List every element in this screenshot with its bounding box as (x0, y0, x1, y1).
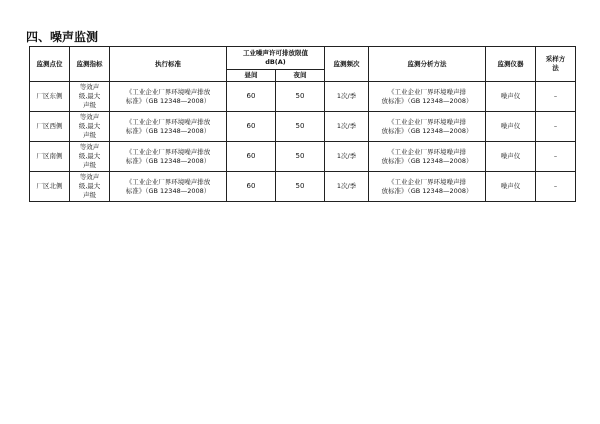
cell-point: 厂区东侧 (30, 82, 70, 112)
cell-indicator: 等效声 级,最大 声级 (70, 112, 110, 142)
cell-frequency: 1次/季 (325, 112, 369, 142)
header-sampling-line2: 法 (552, 64, 559, 72)
cell-frequency: 1次/季 (325, 172, 369, 202)
header-limit (227, 47, 325, 70)
cell-day-limit: 60 (227, 82, 276, 112)
cell-indicator: 等效声 级,最大 声级 (70, 172, 110, 202)
header-row (30, 47, 576, 70)
cell-method: 《工业企业厂界环境噪声排 放标准》（GB 12348—2008） (369, 82, 486, 112)
header-limit-line1: 工业噪声许可排放限值 (243, 49, 308, 57)
table-row (30, 142, 576, 172)
cell-indicator: 等效声 级,最大 声级 (70, 82, 110, 112)
header-method: 监测分析方法 (369, 47, 486, 82)
header-standard: 执行标准 (110, 47, 227, 82)
cell-instrument: 噪声仪 (486, 172, 536, 202)
cell-standard: 《工业企业厂界环境噪声排放 标准》（GB 12348—2008） (110, 172, 227, 202)
header-indicator: 监测指标 (70, 47, 110, 82)
cell-sampling: – (536, 172, 576, 202)
cell-day-limit: 60 (227, 142, 276, 172)
cell-method: 《工业企业厂界环境噪声排 放标准》（GB 12348—2008） (369, 112, 486, 142)
cell-method: 《工业企业厂界环境噪声排 放标准》（GB 12348—2008） (369, 172, 486, 202)
cell-instrument: 噪声仪 (486, 82, 536, 112)
cell-point: 厂区北侧 (30, 172, 70, 202)
header-limit-unit: dB(A) (265, 58, 286, 66)
table-row (30, 172, 576, 202)
cell-sampling: – (536, 142, 576, 172)
cell-instrument: 噪声仪 (486, 142, 536, 172)
cell-night-limit: 50 (276, 142, 325, 172)
cell-method: 《工业企业厂界环境噪声排 放标准》（GB 12348—2008） (369, 142, 486, 172)
cell-night-limit: 50 (276, 82, 325, 112)
header-point: 监测点位 (30, 47, 70, 82)
cell-night-limit: 50 (276, 172, 325, 202)
header-instrument: 监测仪器 (486, 47, 536, 82)
table-row (30, 112, 576, 142)
cell-frequency: 1次/季 (325, 142, 369, 172)
header-sampling (536, 47, 576, 82)
cell-standard: 《工业企业厂界环境噪声排放 标准》（GB 12348—2008） (110, 112, 227, 142)
cell-day-limit: 60 (227, 172, 276, 202)
noise-monitoring-table (29, 46, 576, 202)
header-frequency: 监测频次 (325, 47, 369, 82)
cell-indicator: 等效声 级,最大 声级 (70, 142, 110, 172)
cell-night-limit: 50 (276, 112, 325, 142)
cell-point: 厂区西侧 (30, 112, 70, 142)
cell-sampling: – (536, 112, 576, 142)
cell-instrument: 噪声仪 (486, 112, 536, 142)
cell-day-limit: 60 (227, 112, 276, 142)
header-day: 昼间 (227, 70, 276, 82)
cell-point: 厂区南侧 (30, 142, 70, 172)
header-sampling-line1: 采样方 (545, 55, 566, 63)
table-row (30, 82, 576, 112)
cell-frequency: 1次/季 (325, 82, 369, 112)
section-title: 四、噪声监测 (26, 30, 99, 44)
cell-standard: 《工业企业厂界环境噪声排放 标准》（GB 12348—2008） (110, 142, 227, 172)
cell-sampling: – (536, 82, 576, 112)
cell-standard: 《工业企业厂界环境噪声排放 标准》（GB 12348—2008） (110, 82, 227, 112)
header-night: 夜间 (276, 70, 325, 82)
